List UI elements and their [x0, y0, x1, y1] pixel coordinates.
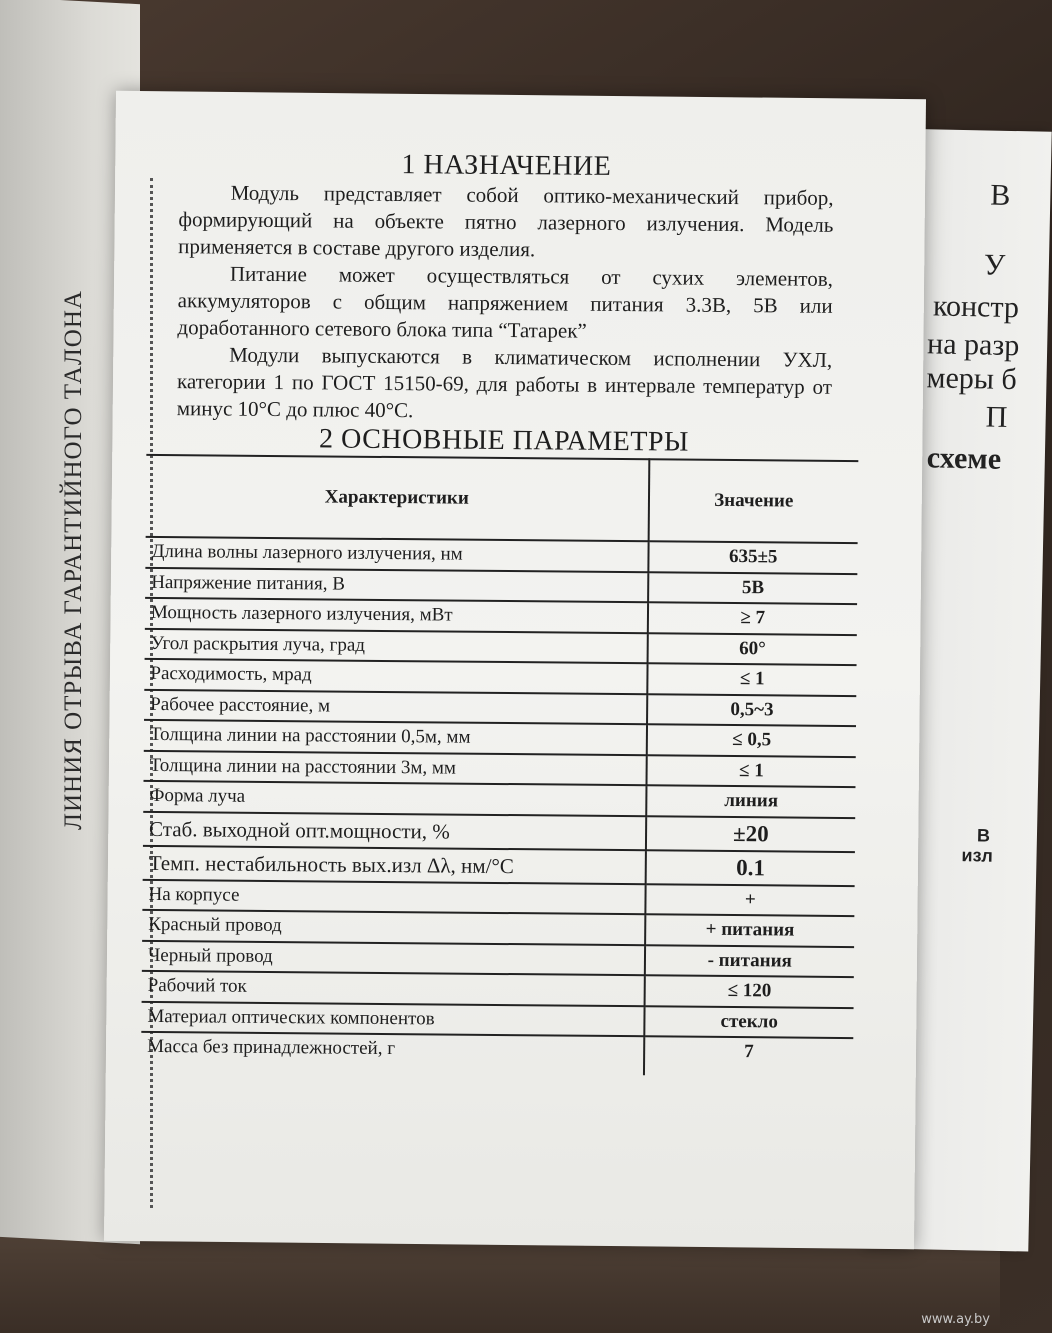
parameter-name: Стаб. выходной опт.мощности, % [143, 811, 646, 849]
column-header-value: Значение [648, 459, 858, 543]
right-fragment-8: В [976, 825, 991, 846]
parameter-name: Угол раскрытия луча, град [145, 628, 648, 663]
parameter-name: Форма луча [143, 781, 646, 816]
parameter-name: Масса без принадлежностей, г [141, 1032, 644, 1075]
table-row [141, 1032, 853, 1077]
parameter-value: ≤ 1 [647, 663, 857, 695]
section1-paragraph-2: Питание может осуществляться от сухих элементов, аккумуляторов с общим напряжением питания 3.3В, 5В или доработанного сетевого блока типа “Татарек” [177, 261, 834, 343]
parameter-name: Черный провод [142, 940, 645, 975]
parameter-value: ≥ 7 [647, 602, 857, 634]
parameter-name: Рабочий ток [142, 971, 645, 1006]
tear-off-label: ЛИНИЯ ОТРЫВА ГАРАНТИЙНОГО ТАЛОНА [60, 290, 87, 830]
parameter-value: - питания [644, 945, 854, 977]
right-fragment-7: схеме [926, 441, 1002, 476]
watermark: www.ay.by [921, 1312, 990, 1327]
parameter-value: стекло [644, 1006, 854, 1038]
parameter-value: 60° [647, 633, 857, 665]
right-fragment-1: В [990, 178, 1011, 212]
right-fragment-9: изл [961, 845, 993, 866]
parameter-value: ≤ 1 [646, 755, 856, 787]
section1-paragraph-1: Модуль представляет собой оптико-механический прибор, формирующий на объекте пятно лазерного излучения. Модель применяется в составе другого изделия. [178, 180, 834, 262]
parameter-value: 5В [648, 572, 858, 604]
parameter-name: Расходимость, мрад [144, 659, 647, 694]
parameter-value: 635±5 [648, 541, 858, 573]
right-fragment-5: меры б [926, 361, 1018, 397]
right-fragment-3: констр [932, 289, 1020, 325]
parameter-value: 0.1 [645, 850, 855, 886]
parameter-name: Длина волны лазерного излучения, нм [145, 537, 648, 572]
parameter-name: Мощность лазерного излучения, мВт [145, 598, 648, 633]
parameter-value: + питания [645, 914, 855, 946]
parameter-value: + [645, 884, 855, 916]
table-header-row [146, 455, 859, 543]
parameter-value: 0,5~3 [647, 694, 857, 726]
parameter-name: Красный провод [142, 910, 645, 945]
section2-title: 2 ОСНОВНЫЕ ПАРАМЕТРЫ [318, 423, 690, 458]
parameter-value: 7 [744, 1041, 754, 1063]
right-fragment-4: на разр [926, 327, 1020, 363]
parameter-name: Материал оптических компонентов [141, 1001, 644, 1036]
right-fragment-2: У [983, 248, 1006, 282]
parameter-value: ≤ 120 [644, 975, 854, 1007]
section1-title: 1 НАЗНАЧЕНИЕ [401, 149, 612, 182]
parameter-value: ±20 [646, 816, 856, 852]
parameter-value: ≤ 0,5 [646, 724, 856, 756]
column-header-characteristics: Характеристики [146, 455, 649, 541]
parameter-name: Темп. нестабильность вых.изл Δλ, нм/°С [143, 845, 646, 883]
parameter-value: линия [646, 785, 856, 817]
parameter-name: Рабочее расстояние, м [144, 689, 647, 724]
right-fragment-6: П [985, 400, 1008, 434]
section1-paragraph-3: Модули выпускаются в климатическом исполнении УХЛ, категории 1 по ГОСТ 15150-69, для работы в интервале температур от минус 10°С до плюс 40°С. [176, 342, 833, 423]
parameter-name: Толщина линии на расстоянии 3м, мм [144, 750, 647, 785]
parameters-table [141, 454, 858, 1077]
parameter-name: Напряжение питания, В [145, 567, 648, 602]
parameter-name: На корпусе [142, 879, 645, 914]
document-content [147, 147, 834, 1077]
parameter-name: Толщина линии на расстоянии 0,5м, мм [144, 720, 647, 755]
